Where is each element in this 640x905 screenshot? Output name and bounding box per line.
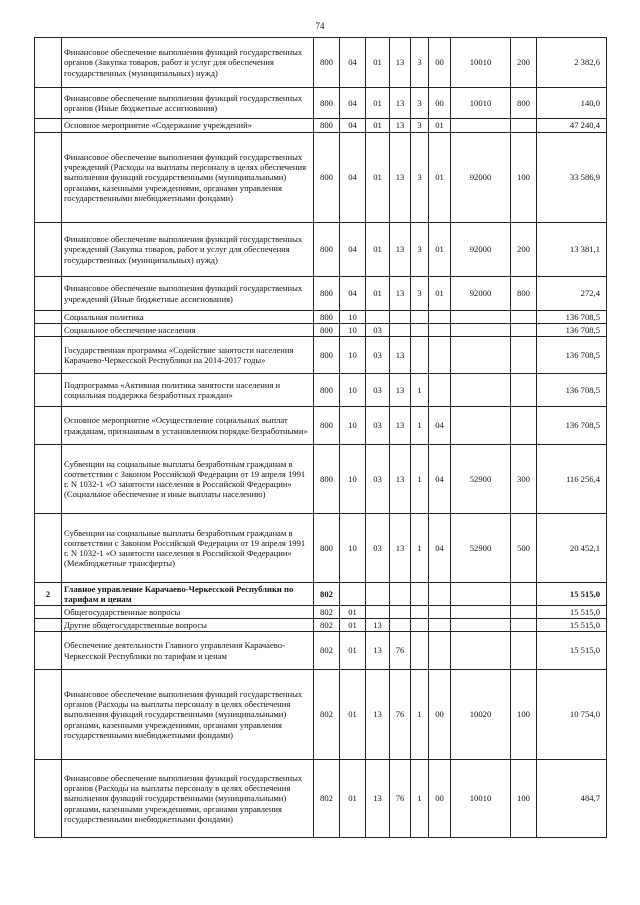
expense-type-cell [511, 632, 537, 670]
direction-code-cell: 92000 [451, 133, 511, 223]
activity-code-cell [429, 374, 451, 407]
table-row [35, 514, 607, 583]
table-row [35, 606, 607, 619]
direction-code-cell: 92000 [451, 223, 511, 277]
subsection-code-cell: 01 [366, 38, 390, 88]
program-code-cell: 13 [390, 38, 411, 88]
amount-cell: 15 515,0 [537, 632, 607, 670]
subprogram-code-cell: 3 [411, 133, 429, 223]
activity-code-cell: 04 [429, 514, 451, 583]
table-row [35, 445, 607, 514]
expense-type-cell: 500 [511, 514, 537, 583]
subsection-code-cell: 03 [366, 337, 390, 374]
direction-code-cell: 10010 [451, 760, 511, 838]
subsection-code-cell: 13 [366, 619, 390, 632]
row-number-cell [35, 619, 62, 632]
subsection-code-cell: 03 [366, 324, 390, 337]
amount-cell: 20 452,1 [537, 514, 607, 583]
expense-type-cell: 100 [511, 133, 537, 223]
section-code-cell: 10 [340, 445, 366, 514]
activity-code-cell: 00 [429, 670, 451, 760]
program-code-cell: 76 [390, 760, 411, 838]
subprogram-code-cell: 3 [411, 277, 429, 311]
direction-code-cell: 52900 [451, 445, 511, 514]
expense-type-cell [511, 619, 537, 632]
item-name-cell: Основное мероприятие «Осуществление социальных выплат гражданам, признанным в установленном порядке безработными» [62, 407, 314, 445]
expense-type-cell: 200 [511, 223, 537, 277]
subprogram-code-cell: 1 [411, 407, 429, 445]
direction-code-cell: 10010 [451, 88, 511, 119]
activity-code-cell: 00 [429, 760, 451, 838]
section-code-cell: 04 [340, 88, 366, 119]
item-name-cell: Социальное обеспечение населения [62, 324, 314, 337]
amount-cell: 13 381,1 [537, 223, 607, 277]
table-row [35, 374, 607, 407]
subsection-code-cell: 13 [366, 670, 390, 760]
program-code-cell: 13 [390, 374, 411, 407]
item-name-cell: Финансовое обеспечение выполнения функций государственных учреждений (Закупка товаров, работ и услуг для обеспечения государственных (муниципальных) нужд) [62, 223, 314, 277]
section-code-cell: 10 [340, 311, 366, 324]
page-number: 74 [315, 21, 325, 31]
direction-code-cell [451, 337, 511, 374]
expense-type-cell [511, 407, 537, 445]
direction-code-cell [451, 632, 511, 670]
row-number-cell [35, 606, 62, 619]
row-number-cell [35, 133, 62, 223]
table-row [35, 223, 607, 277]
subprogram-code-cell [411, 311, 429, 324]
activity-code-cell: 01 [429, 133, 451, 223]
table-row [35, 277, 607, 311]
item-name-cell: Социальная политика [62, 311, 314, 324]
table-row [35, 670, 607, 760]
expense-type-cell: 200 [511, 38, 537, 88]
subprogram-code-cell [411, 583, 429, 606]
item-name-cell: Финансовое обеспечение выполнения функций государственных органов (Иные бюджетные ассигнования) [62, 88, 314, 119]
section-code-cell: 04 [340, 277, 366, 311]
ministry-code-cell: 800 [314, 277, 340, 311]
activity-code-cell [429, 583, 451, 606]
ministry-code-cell: 802 [314, 606, 340, 619]
ministry-code-cell: 802 [314, 583, 340, 606]
amount-cell: 33 586,9 [537, 133, 607, 223]
ministry-code-cell: 800 [314, 407, 340, 445]
subsection-code-cell: 03 [366, 407, 390, 445]
program-code-cell [390, 311, 411, 324]
subprogram-code-cell: 1 [411, 760, 429, 838]
section-code-cell: 04 [340, 38, 366, 88]
amount-cell: 136 708,5 [537, 311, 607, 324]
program-code-cell: 76 [390, 632, 411, 670]
amount-cell: 15 515,0 [537, 606, 607, 619]
direction-code-cell [451, 311, 511, 324]
section-code-cell: 01 [340, 632, 366, 670]
activity-code-cell: 01 [429, 119, 451, 133]
section-code-cell: 01 [340, 606, 366, 619]
item-name-cell: Субвенции на социальные выплаты безработным гражданам в соответствии с Законом Российской Федерации от 19 апреля 1991 г. N 1032-1 «О занятости населения в Российской Федерации» (Социальное обеспечение и иные выплаты населению) [62, 445, 314, 514]
subprogram-code-cell: 1 [411, 514, 429, 583]
program-code-cell: 13 [390, 277, 411, 311]
subprogram-code-cell: 1 [411, 445, 429, 514]
subprogram-code-cell: 3 [411, 119, 429, 133]
table-row [35, 619, 607, 632]
expense-type-cell [511, 606, 537, 619]
section-code-cell: 01 [340, 619, 366, 632]
item-name-cell: Другие общегосударственные вопросы [62, 619, 314, 632]
section-code-cell: 01 [340, 670, 366, 760]
subprogram-code-cell: 3 [411, 38, 429, 88]
activity-code-cell: 04 [429, 445, 451, 514]
table-row [35, 324, 607, 337]
amount-cell: 140,0 [537, 88, 607, 119]
subsection-code-cell [366, 311, 390, 324]
direction-code-cell [451, 407, 511, 445]
row-number-cell: 2 [35, 583, 62, 606]
expense-type-cell: 800 [511, 277, 537, 311]
row-number-cell [35, 88, 62, 119]
expense-type-cell: 100 [511, 760, 537, 838]
expense-type-cell [511, 311, 537, 324]
item-name-cell: Государственная программа «Содействие занятости населения Карачаево-Черкесской Республики на 2014-2017 годы» [62, 337, 314, 374]
direction-code-cell: 92000 [451, 277, 511, 311]
program-code-cell: 13 [390, 337, 411, 374]
item-name-cell: Финансовое обеспечение выполнения функций государственных органов (Расходы на выплаты персоналу в целях обеспечения выполнения функций государственными (муниципальными) органами, казенными учреждениями, органами управления государственными внебюджетными фондами) [62, 760, 314, 838]
row-number-cell [35, 223, 62, 277]
activity-code-cell [429, 632, 451, 670]
ministry-code-cell: 800 [314, 38, 340, 88]
table-row [35, 760, 607, 838]
row-number-cell [35, 119, 62, 133]
row-number-cell [35, 277, 62, 311]
ministry-code-cell: 800 [314, 133, 340, 223]
ministry-code-cell: 800 [314, 119, 340, 133]
table-row [35, 632, 607, 670]
row-number-cell [35, 632, 62, 670]
amount-cell: 15 515,0 [537, 619, 607, 632]
row-number-cell [35, 374, 62, 407]
subsection-code-cell: 13 [366, 632, 390, 670]
ministry-code-cell: 802 [314, 670, 340, 760]
section-code-cell: 04 [340, 223, 366, 277]
program-code-cell [390, 324, 411, 337]
program-code-cell [390, 619, 411, 632]
ministry-code-cell: 802 [314, 632, 340, 670]
row-number-cell [35, 670, 62, 760]
activity-code-cell: 00 [429, 88, 451, 119]
program-code-cell: 13 [390, 119, 411, 133]
section-code-cell [340, 583, 366, 606]
direction-code-cell [451, 324, 511, 337]
row-number-cell [35, 407, 62, 445]
subsection-code-cell: 01 [366, 88, 390, 119]
direction-code-cell: 10010 [451, 38, 511, 88]
row-number-cell [35, 514, 62, 583]
activity-code-cell: 04 [429, 407, 451, 445]
section-code-cell: 10 [340, 407, 366, 445]
amount-cell: 136 708,5 [537, 337, 607, 374]
section-code-cell: 04 [340, 133, 366, 223]
program-code-cell [390, 583, 411, 606]
item-name-cell: Общегосударственные вопросы [62, 606, 314, 619]
amount-cell: 10 754,0 [537, 670, 607, 760]
subprogram-code-cell: 3 [411, 223, 429, 277]
subsection-code-cell: 03 [366, 514, 390, 583]
subsection-code-cell: 01 [366, 277, 390, 311]
subprogram-code-cell: 1 [411, 374, 429, 407]
table-row [35, 311, 607, 324]
activity-code-cell: 01 [429, 223, 451, 277]
row-number-cell [35, 445, 62, 514]
subsection-code-cell [366, 583, 390, 606]
item-name-cell: Главное управление Карачаево-Черкесской Республики по тарифам и ценам [62, 583, 314, 606]
item-name-cell: Обеспечение деятельности Главного управления Карачаево-Черкесской Республики по тарифам и ценам [62, 632, 314, 670]
ministry-code-cell: 800 [314, 337, 340, 374]
section-code-cell: 10 [340, 514, 366, 583]
activity-code-cell [429, 619, 451, 632]
ministry-code-cell: 800 [314, 311, 340, 324]
budget-table [34, 37, 607, 838]
ministry-code-cell: 802 [314, 619, 340, 632]
ministry-code-cell: 800 [314, 374, 340, 407]
subsection-code-cell: 01 [366, 119, 390, 133]
direction-code-cell [451, 583, 511, 606]
table-row [35, 38, 607, 88]
program-code-cell: 13 [390, 514, 411, 583]
subsection-code-cell [366, 606, 390, 619]
program-code-cell: 13 [390, 445, 411, 514]
table-row [35, 88, 607, 119]
expense-type-cell: 300 [511, 445, 537, 514]
expense-type-cell: 800 [511, 88, 537, 119]
table-row [35, 337, 607, 374]
direction-code-cell: 10020 [451, 670, 511, 760]
row-number-cell [35, 38, 62, 88]
direction-code-cell [451, 606, 511, 619]
ministry-code-cell: 800 [314, 445, 340, 514]
activity-code-cell [429, 337, 451, 374]
amount-cell: 47 240,4 [537, 119, 607, 133]
section-code-cell: 10 [340, 337, 366, 374]
amount-cell: 136 708,5 [537, 324, 607, 337]
amount-cell: 136 708,5 [537, 374, 607, 407]
subprogram-code-cell [411, 337, 429, 374]
item-name-cell: Финансовое обеспечение выполнения функций государственных учреждений (Расходы на выплаты персоналу в целях обеспечения выполнения функций государственными (муниципальными) органами, казенными учреждениями, органами управления государственными внебюджетными фондами) [62, 133, 314, 223]
activity-code-cell [429, 311, 451, 324]
item-name-cell: Основное мероприятие «Содержание учреждений» [62, 119, 314, 133]
amount-cell: 272,4 [537, 277, 607, 311]
subsection-code-cell: 13 [366, 760, 390, 838]
subprogram-code-cell: 3 [411, 88, 429, 119]
activity-code-cell: 01 [429, 277, 451, 311]
subprogram-code-cell [411, 324, 429, 337]
expense-type-cell [511, 583, 537, 606]
table-row [35, 133, 607, 223]
table-row [35, 407, 607, 445]
row-number-cell [35, 324, 62, 337]
amount-cell: 15 515,0 [537, 583, 607, 606]
expense-type-cell [511, 324, 537, 337]
program-code-cell: 13 [390, 223, 411, 277]
activity-code-cell: 00 [429, 38, 451, 88]
ministry-code-cell: 802 [314, 760, 340, 838]
amount-cell: 484,7 [537, 760, 607, 838]
expense-type-cell: 100 [511, 670, 537, 760]
item-name-cell: Субвенции на социальные выплаты безработным гражданам в соответствии с Законом Российской Федерации от 19 апреля 1991 г. N 1032-1 «О занятости населения в Российской Федерации» (Межбюджетные трансферты) [62, 514, 314, 583]
activity-code-cell [429, 324, 451, 337]
program-code-cell [390, 606, 411, 619]
subsection-code-cell: 01 [366, 223, 390, 277]
row-number-cell [35, 337, 62, 374]
subprogram-code-cell [411, 619, 429, 632]
subsection-code-cell: 03 [366, 374, 390, 407]
amount-cell: 2 382,6 [537, 38, 607, 88]
direction-code-cell [451, 119, 511, 133]
program-code-cell: 13 [390, 88, 411, 119]
item-name-cell: Финансовое обеспечение выполнения функций государственных учреждений (Иные бюджетные ассигнования) [62, 277, 314, 311]
program-code-cell: 13 [390, 133, 411, 223]
subsection-code-cell: 03 [366, 445, 390, 514]
amount-cell: 136 708,5 [537, 407, 607, 445]
expense-type-cell [511, 337, 537, 374]
direction-code-cell [451, 374, 511, 407]
subprogram-code-cell [411, 606, 429, 619]
activity-code-cell [429, 606, 451, 619]
item-name-cell: Финансовое обеспечение выполнения функций государственных органов (Закупка товаров, работ и услуг для обеспечения государственных (муниципальных) нужд) [62, 38, 314, 88]
ministry-code-cell: 800 [314, 88, 340, 119]
subsection-code-cell: 01 [366, 133, 390, 223]
ministry-code-cell: 800 [314, 514, 340, 583]
expense-type-cell [511, 119, 537, 133]
section-code-cell: 10 [340, 324, 366, 337]
table-row [35, 583, 607, 606]
direction-code-cell: 52900 [451, 514, 511, 583]
program-code-cell: 13 [390, 407, 411, 445]
row-number-cell [35, 311, 62, 324]
subprogram-code-cell: 1 [411, 670, 429, 760]
direction-code-cell [451, 619, 511, 632]
item-name-cell: Подпрограмма «Активная политика занятости населения и социальная поддержка безработных граждан» [62, 374, 314, 407]
section-code-cell: 01 [340, 760, 366, 838]
table-row [35, 119, 607, 133]
item-name-cell: Финансовое обеспечение выполнения функций государственных органов (Расходы на выплаты персоналу в целях обеспечения выполнения функций государственными (муниципальными) органами, казенными учреждениями, органами управления государственными внебюджетными фондами) [62, 670, 314, 760]
subprogram-code-cell [411, 632, 429, 670]
section-code-cell: 04 [340, 119, 366, 133]
section-code-cell: 10 [340, 374, 366, 407]
program-code-cell: 76 [390, 670, 411, 760]
amount-cell: 116 256,4 [537, 445, 607, 514]
ministry-code-cell: 800 [314, 324, 340, 337]
expense-type-cell [511, 374, 537, 407]
row-number-cell [35, 760, 62, 838]
ministry-code-cell: 800 [314, 223, 340, 277]
